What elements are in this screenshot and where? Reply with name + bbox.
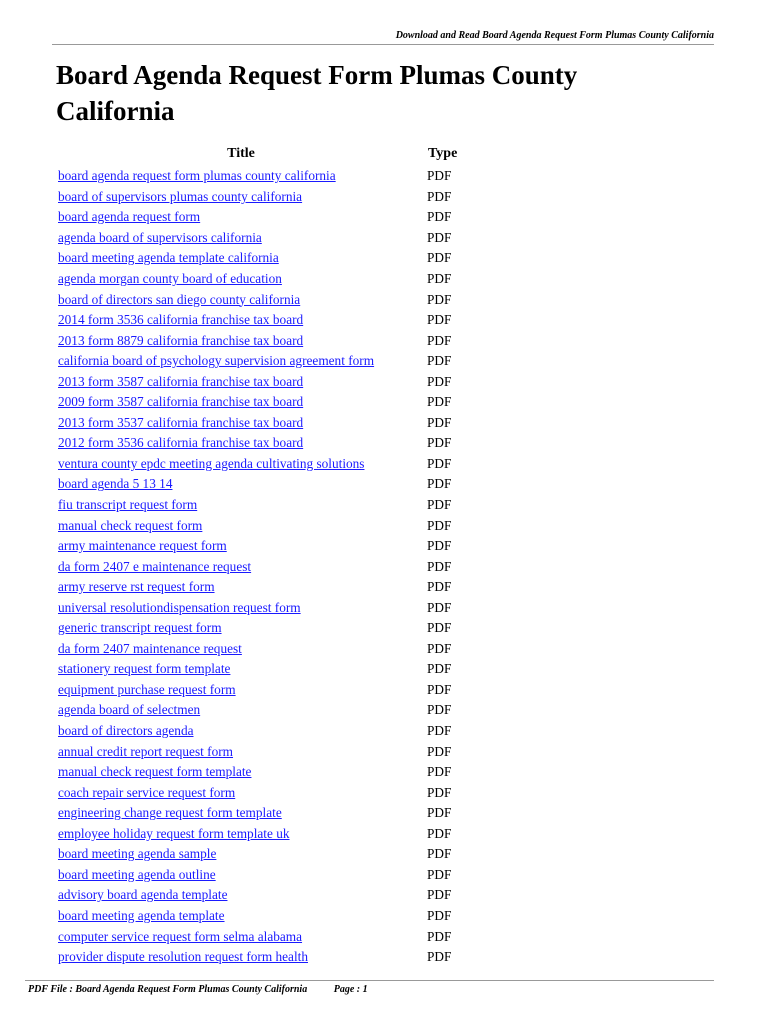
document-type: PDF bbox=[427, 681, 452, 697]
document-link[interactable]: agenda board of supervisors california bbox=[58, 229, 262, 245]
document-type: PDF bbox=[427, 579, 452, 595]
document-type: PDF bbox=[427, 373, 452, 389]
table-row bbox=[58, 187, 478, 208]
document-type: PDF bbox=[427, 291, 452, 307]
document-link[interactable]: board meeting agenda outline bbox=[58, 866, 216, 882]
document-link[interactable]: coach repair service request form bbox=[58, 784, 236, 800]
table-row bbox=[58, 474, 478, 495]
document-title: Board Agenda Request Form Plumas County California bbox=[56, 60, 578, 126]
table-row bbox=[58, 577, 478, 598]
document-link[interactable]: provider dispute resolution request form health bbox=[58, 949, 308, 965]
table-row bbox=[58, 803, 478, 824]
document-type: PDF bbox=[427, 168, 452, 184]
document-link[interactable]: computer service request form selma alabama bbox=[58, 928, 303, 944]
document-link[interactable]: board of directors agenda bbox=[58, 723, 194, 739]
document-link[interactable]: 2009 form 3587 california franchise tax board bbox=[58, 394, 304, 410]
document-type: PDF bbox=[427, 640, 452, 656]
document-link[interactable]: da form 2407 maintenance request bbox=[58, 640, 242, 656]
table-row bbox=[58, 269, 478, 290]
document-type: PDF bbox=[427, 805, 452, 821]
document-type: PDF bbox=[427, 188, 452, 204]
table-row bbox=[58, 536, 478, 557]
document-type: PDF bbox=[427, 394, 452, 410]
document-link[interactable]: da form 2407 e maintenance request bbox=[58, 558, 252, 574]
table-row bbox=[58, 392, 478, 413]
table-row bbox=[58, 371, 478, 392]
table-row bbox=[58, 741, 478, 762]
document-type: PDF bbox=[427, 866, 452, 882]
document-link[interactable]: equipment purchase request form bbox=[58, 681, 236, 697]
document-link[interactable]: generic transcript request form bbox=[58, 620, 222, 636]
table-row bbox=[58, 228, 478, 249]
document-type: PDF bbox=[427, 497, 452, 513]
table-row bbox=[58, 762, 478, 783]
table-header bbox=[58, 146, 478, 166]
document-link[interactable]: army reserve rst request form bbox=[58, 579, 215, 595]
document-type: PDF bbox=[427, 312, 452, 328]
table-row bbox=[58, 166, 478, 187]
document-type: PDF bbox=[427, 743, 452, 759]
table-row bbox=[58, 885, 478, 906]
document-type: PDF bbox=[427, 517, 452, 533]
document-type: PDF bbox=[427, 723, 452, 739]
document-type: PDF bbox=[427, 825, 452, 841]
document-type: PDF bbox=[427, 846, 452, 862]
document-type: PDF bbox=[427, 764, 452, 780]
header-divider bbox=[52, 44, 714, 45]
document-link[interactable]: ventura county epdc meeting agenda cultivating solutions bbox=[58, 455, 365, 471]
document-type: PDF bbox=[427, 332, 452, 348]
table-row bbox=[58, 351, 478, 372]
documents-table bbox=[58, 146, 478, 967]
table-row bbox=[58, 926, 478, 947]
document-link[interactable]: manual check request form bbox=[58, 517, 203, 533]
footer-divider bbox=[25, 980, 714, 981]
document-link[interactable]: board agenda 5 13 14 bbox=[58, 476, 173, 492]
document-type: PDF bbox=[427, 271, 452, 286]
document-link[interactable]: agenda board of selectmen bbox=[58, 702, 201, 718]
document-type: PDF bbox=[427, 558, 452, 574]
document-link[interactable]: manual check request form template bbox=[58, 764, 252, 780]
document-link[interactable]: board meeting agenda sample bbox=[58, 846, 217, 862]
document-link[interactable]: board meeting agenda template bbox=[58, 907, 225, 923]
document-link[interactable]: board meeting agenda template california bbox=[58, 250, 279, 266]
table-row bbox=[58, 289, 478, 310]
table-row bbox=[58, 495, 478, 516]
table-row bbox=[58, 330, 478, 351]
table-row bbox=[58, 782, 478, 803]
column-header-title: Title bbox=[227, 146, 255, 161]
table-row bbox=[58, 680, 478, 701]
table-row bbox=[58, 844, 478, 865]
document-link[interactable]: fiu transcript request form bbox=[58, 497, 198, 513]
document-link[interactable]: army maintenance request form bbox=[58, 538, 227, 554]
document-link[interactable]: 2014 form 3536 california franchise tax board bbox=[58, 312, 304, 328]
document-link[interactable]: agenda morgan county board of education bbox=[58, 271, 282, 286]
document-type: PDF bbox=[427, 229, 452, 245]
document-link[interactable]: employee holiday request form template uk bbox=[58, 825, 290, 841]
table-row bbox=[58, 865, 478, 886]
document-type: PDF bbox=[427, 949, 452, 965]
document-type: PDF bbox=[427, 620, 452, 636]
table-row bbox=[58, 906, 478, 927]
document-type: PDF bbox=[427, 435, 452, 451]
table-row bbox=[58, 454, 478, 475]
document-type: PDF bbox=[427, 784, 452, 800]
document-type: PDF bbox=[427, 702, 452, 718]
running-header: Download and Read Board Agenda Request Form Plumas County California bbox=[395, 30, 714, 41]
document-link[interactable]: board agenda request form plumas county california bbox=[58, 168, 336, 184]
document-type: PDF bbox=[427, 907, 452, 923]
page-footer bbox=[28, 984, 368, 995]
document-type: PDF bbox=[427, 887, 452, 903]
table-row bbox=[58, 618, 478, 639]
document-link[interactable]: 2013 form 8879 california franchise tax board bbox=[58, 332, 304, 348]
table-row bbox=[58, 659, 478, 680]
document-type: PDF bbox=[427, 353, 452, 369]
table-row bbox=[58, 700, 478, 721]
table-row bbox=[58, 515, 478, 536]
table-body bbox=[58, 166, 478, 967]
document-link[interactable]: universal resolutiondispensation request form bbox=[58, 599, 301, 615]
table-row bbox=[58, 824, 478, 845]
table-row bbox=[58, 413, 478, 434]
document-type: PDF bbox=[427, 661, 452, 677]
footer-file-label: PDF File : Board Agenda Request Form Plumas County California bbox=[28, 984, 308, 995]
document-type: PDF bbox=[427, 928, 452, 944]
document-link[interactable]: board of directors san diego county california bbox=[58, 291, 301, 307]
table-row bbox=[58, 433, 478, 454]
document-type: PDF bbox=[427, 538, 452, 554]
footer-page-number: Page : 1 bbox=[333, 984, 368, 995]
document-link[interactable]: 2013 form 3537 california franchise tax board bbox=[58, 414, 304, 430]
document-link[interactable]: 2012 form 3536 california franchise tax board bbox=[58, 435, 304, 451]
table-row bbox=[58, 947, 478, 968]
table-row bbox=[58, 556, 478, 577]
document-type: PDF bbox=[427, 455, 452, 471]
document-link[interactable]: board agenda request form bbox=[58, 209, 201, 225]
document-type: PDF bbox=[427, 250, 452, 266]
document-link[interactable]: stationery request form template bbox=[58, 661, 231, 677]
document-link[interactable]: 2013 form 3587 california franchise tax board bbox=[58, 373, 304, 389]
table-row bbox=[58, 207, 478, 228]
table-row bbox=[58, 248, 478, 269]
document-type: PDF bbox=[427, 599, 452, 615]
table-row bbox=[58, 639, 478, 660]
column-header-type: Type bbox=[428, 146, 458, 161]
table-row bbox=[58, 721, 478, 742]
document-type: PDF bbox=[427, 476, 452, 492]
document-link[interactable]: advisory board agenda template bbox=[58, 887, 228, 903]
document-type: PDF bbox=[427, 414, 452, 430]
document-link[interactable]: annual credit report request form bbox=[58, 743, 234, 759]
document-type: PDF bbox=[427, 209, 452, 225]
document-link[interactable]: california board of psychology supervision agreement form bbox=[58, 353, 375, 369]
table-row bbox=[58, 597, 478, 618]
table-row bbox=[58, 310, 478, 331]
document-link[interactable]: engineering change request form template bbox=[58, 805, 282, 821]
document-link[interactable]: board of supervisors plumas county california bbox=[58, 188, 303, 204]
